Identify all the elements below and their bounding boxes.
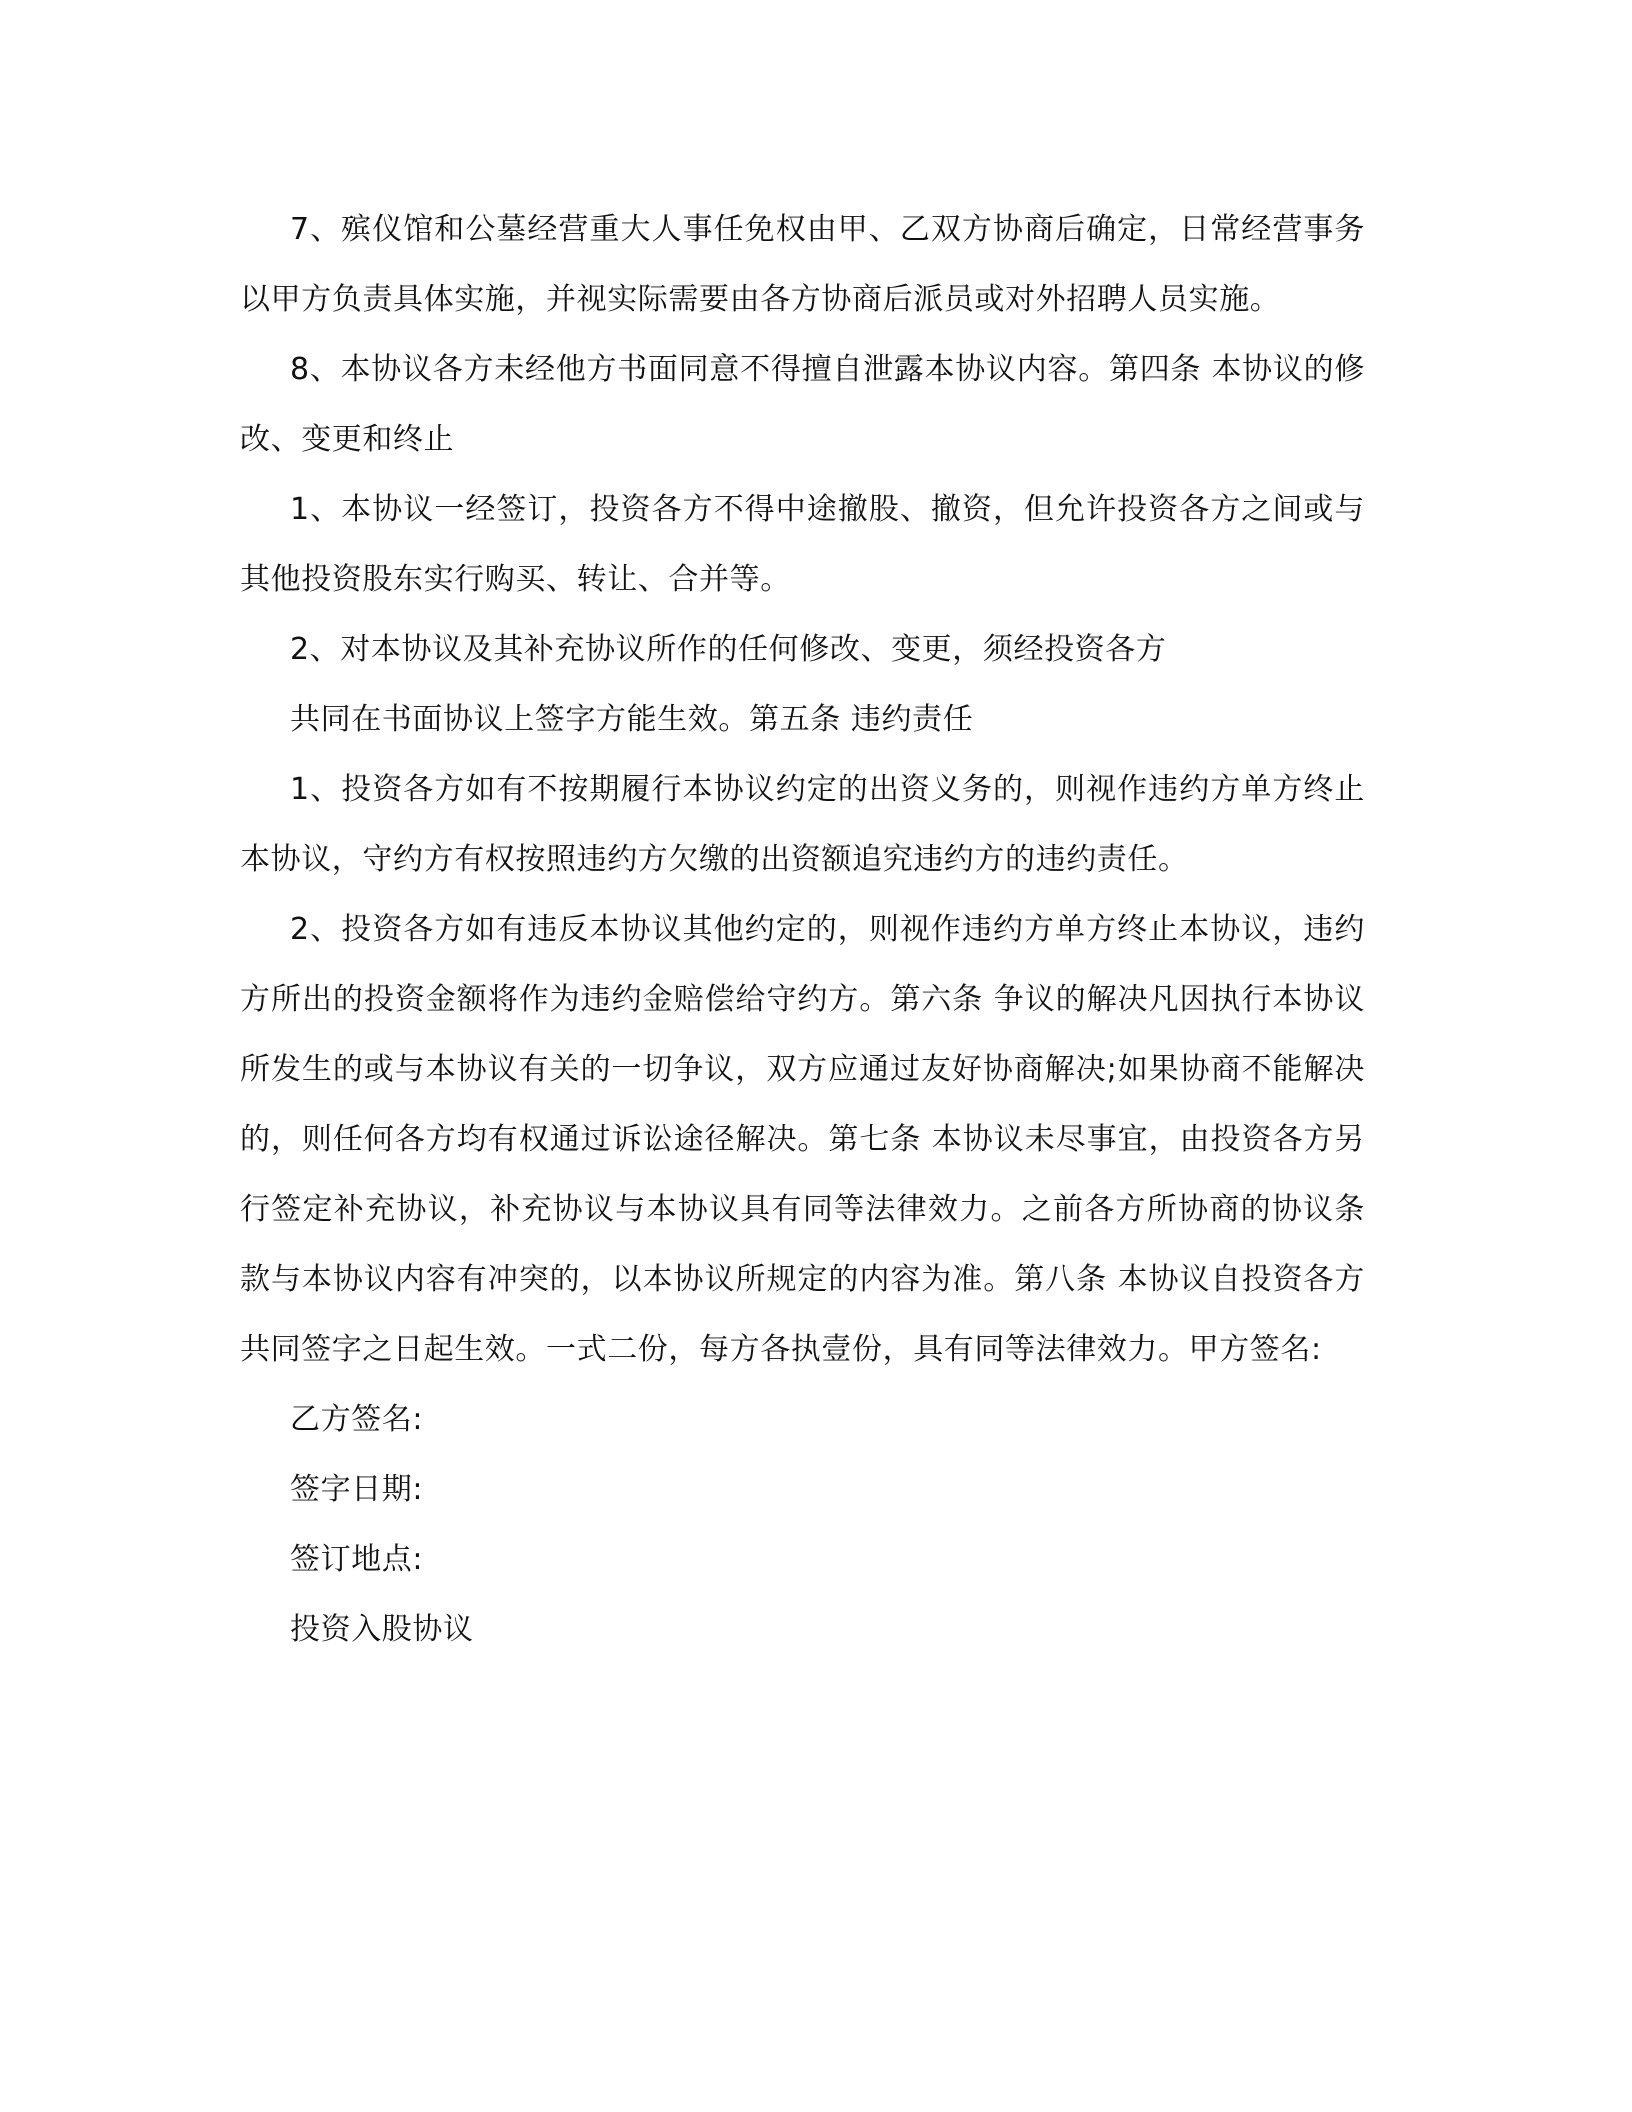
article-5-item-1-paragraph: 1、投资各方如有不按期履行本协议约定的出资义务的，则视作违约方单方终止本协议，守约方有权按照违约方欠缴的出资额追究违约方的违约责任。: [240, 772, 1365, 877]
article-5-heading-line: 共同在书面协议上签字方能生效。第五条 违约责任: [290, 702, 974, 737]
document-title-line: 投资入股协议: [290, 1612, 474, 1647]
sign-place-label: 签订地点:: [290, 1542, 424, 1577]
sign-date-label: 签字日期:: [290, 1472, 424, 1507]
article-5-item-2-paragraph: 2、投资各方如有违反本协议其他约定的，则视作违约方单方终止本协议，违约方所出的投资金额将作为违约金赔偿给守约方。第六条 争议的解决凡因执行本协议所发生的或与本协议有关的一切争议，双方应通过友好协商解决;如果协商不能解决的，则任何各方均有权通过诉讼途径解决。第七条 本协议未尽事宜，由投资各方另行签定补充协议，补充协议与本协议具有同等法律效力。之前各方所协商的协议条款与本协议内容有冲突的，以本协议所规定的内容为准。第八条 本协议自投资各方共同签字之日起生效。一式二份，每方各执壹份，具有同等法律效力。甲方签名:: [240, 912, 1365, 1367]
clause-8-paragraph: 8、本协议各方未经他方书面同意不得擅自泄露本协议内容。第四条 本协议的修改、变更和终止: [240, 352, 1365, 457]
document-body: [240, 195, 1365, 1665]
article-4-item-1-paragraph: 1、本协议一经签订，投资各方不得中途撤股、撤资，但允许投资各方之间或与其他投资股东实行购买、转让、合并等。: [240, 492, 1365, 597]
party-b-signature-label: 乙方签名:: [290, 1402, 424, 1437]
article-4-item-2-line: 2、对本协议及其补充协议所作的任何修改、变更，须经投资各方: [290, 632, 1167, 667]
clause-7-paragraph: 7、殡仪馆和公墓经营重大人事任免权由甲、乙双方协商后确定，日常经营事务以甲方负责具体实施，并视实际需要由各方协商后派员或对外招聘人员实施。: [240, 212, 1365, 317]
